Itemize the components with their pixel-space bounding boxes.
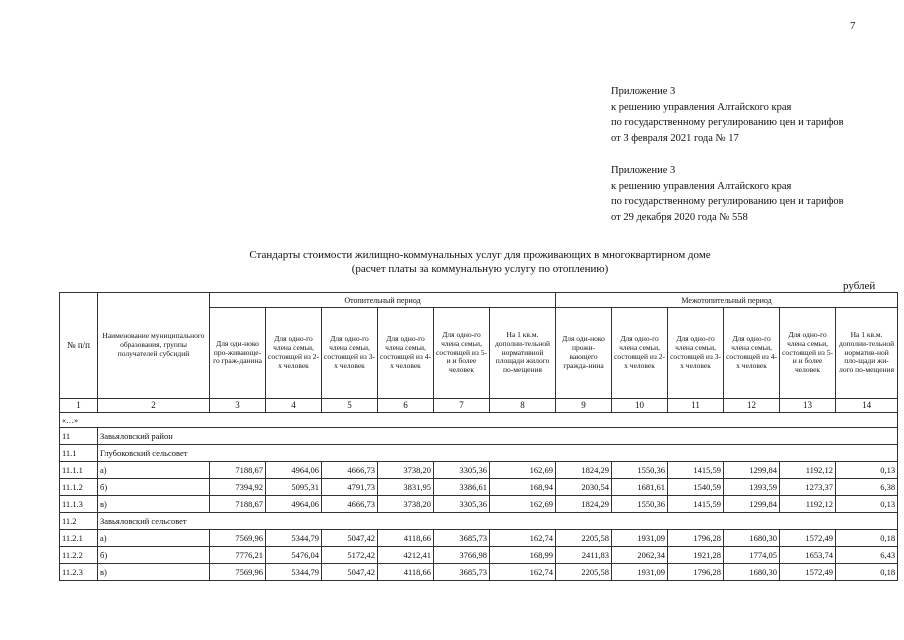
value-cell: 5047,42 [322, 530, 378, 547]
value-cell: 3831,95 [378, 479, 434, 496]
table-body [60, 399, 898, 581]
value-cell: 5095,31 [266, 479, 322, 496]
value-cell: 1796,28 [668, 564, 724, 581]
row-code: 11.2.2 [60, 547, 98, 564]
appendix-block-current [611, 84, 844, 146]
value-cell: 168,99 [490, 547, 556, 564]
row-code: 11.2.3 [60, 564, 98, 581]
section-row [60, 428, 898, 445]
value-cell: 1931,09 [612, 564, 668, 581]
value-cell: 7394,92 [210, 479, 266, 496]
value-cell: 1540,59 [668, 479, 724, 496]
value-cell: 4666,73 [322, 496, 378, 513]
heating-period-header: Отопительный период [210, 293, 556, 308]
table-row [60, 479, 898, 496]
col-name-header: Наименование муниципального образования, группы получателей субсидий [98, 293, 210, 399]
value-cell: 3766,98 [434, 547, 490, 564]
value-cell: 2205,58 [556, 564, 612, 581]
value-cell: 3685,73 [434, 530, 490, 547]
table-row [60, 530, 898, 547]
value-cell: 162,69 [490, 496, 556, 513]
group-label: в) [98, 564, 210, 581]
value-cell: 168,94 [490, 479, 556, 496]
heating-col-header: На 1 кв.м. дополни-тельной нормативной площади жилого по-мещения [490, 308, 556, 399]
value-cell: 0,18 [836, 564, 898, 581]
value-cell: 1824,29 [556, 496, 612, 513]
value-cell: 162,74 [490, 564, 556, 581]
group-label: а) [98, 462, 210, 479]
table-row [60, 547, 898, 564]
value-cell: 5344,79 [266, 564, 322, 581]
interheating-col-header: Для одно-го члена семьи, состоящей из 5-и и более человек [780, 308, 836, 399]
value-cell: 1921,28 [668, 547, 724, 564]
heating-col-header: Для одно-го члена семьи, состоящей из 3-х человек [322, 308, 378, 399]
document-subtitle: (расчет платы за коммунальную услугу по отоплению) [351, 263, 609, 275]
column-index: 10 [612, 399, 668, 413]
value-cell: 7188,67 [210, 462, 266, 479]
section-name: Завьяловский район [98, 428, 898, 445]
section-name: Завьяловский сельсовет [98, 513, 898, 530]
group-label: б) [98, 479, 210, 496]
table-row [60, 564, 898, 581]
table-row [60, 496, 898, 513]
value-cell: 1824,29 [556, 462, 612, 479]
column-index: 2 [98, 399, 210, 413]
heating-col-header: Для оди-ноко про-живающе-го граж-данина [210, 308, 266, 399]
column-index: 11 [668, 399, 724, 413]
appendix-block-previous [611, 163, 844, 225]
value-cell: 3685,73 [434, 564, 490, 581]
column-index: 7 [434, 399, 490, 413]
value-cell: 162,69 [490, 462, 556, 479]
value-cell: 1415,59 [668, 462, 724, 479]
appendix-line: к решению управления Алтайского края [611, 101, 792, 113]
col-number-header: № п/п [60, 293, 98, 399]
value-cell: 4791,73 [322, 479, 378, 496]
value-cell: 1550,36 [612, 496, 668, 513]
value-cell: 162,74 [490, 530, 556, 547]
column-index: 1 [60, 399, 98, 413]
value-cell: 1415,59 [668, 496, 724, 513]
interheating-col-header: Для одно-го члена семьи, состоящей из 2-х человек [612, 308, 668, 399]
interheating-col-header: На 1 кв.м. дополни-тельной норматив-ной пло-щади жи-лого по-мещения [836, 308, 898, 399]
value-cell: 3305,36 [434, 462, 490, 479]
value-cell: 1273,37 [780, 479, 836, 496]
value-cell: 2030,54 [556, 479, 612, 496]
heating-col-header: Для одно-го члена семьи, состоящей из 4-х человек [378, 308, 434, 399]
column-index: 13 [780, 399, 836, 413]
heating-col-header: Для одно-го члена семьи, состоящей из 2-х человек [266, 308, 322, 399]
appendix-line: Приложение 3 [611, 165, 676, 176]
appendix-line: Приложение 3 [611, 86, 676, 97]
value-cell: 1572,49 [780, 530, 836, 547]
value-cell: 7188,67 [210, 496, 266, 513]
appendix-line: к решению управления Алтайского края [611, 180, 792, 192]
row-code: 11.2.1 [60, 530, 98, 547]
section-name: Глубоковский сельсовет [98, 445, 898, 462]
column-index: 12 [724, 399, 780, 413]
section-row [60, 513, 898, 530]
interheating-col-header: Для одно-го члена семьи, состоящей из 4-х человек [724, 308, 780, 399]
column-index: 4 [266, 399, 322, 413]
row-code: 11.1 [60, 445, 98, 462]
row-code: 11 [60, 428, 98, 445]
value-cell: 1931,09 [612, 530, 668, 547]
value-cell: 2062,34 [612, 547, 668, 564]
column-index-row [60, 399, 898, 413]
value-cell: 4118,66 [378, 564, 434, 581]
value-cell: 1680,30 [724, 564, 780, 581]
column-index: 6 [378, 399, 434, 413]
value-cell: 1192,12 [780, 496, 836, 513]
value-cell: 4964,06 [266, 462, 322, 479]
row-code: 11.1.2 [60, 479, 98, 496]
standards-table [59, 292, 898, 581]
document-title: Стандарты стоимости жилищно-коммунальных услуг для проживающих в многоквартирном доме [249, 249, 711, 261]
value-cell: 1681,61 [612, 479, 668, 496]
page-number: 7 [850, 20, 856, 32]
value-cell: 5476,04 [266, 547, 322, 564]
value-cell: 4666,73 [322, 462, 378, 479]
value-cell: 0,13 [836, 462, 898, 479]
value-cell: 5047,42 [322, 564, 378, 581]
column-index: 3 [210, 399, 266, 413]
row-code: 11.1.1 [60, 462, 98, 479]
column-index: 14 [836, 399, 898, 413]
value-cell: 1774,05 [724, 547, 780, 564]
value-cell: 2411,83 [556, 547, 612, 564]
value-cell: 7569,96 [210, 530, 266, 547]
value-cell: 1550,36 [612, 462, 668, 479]
value-cell: 7569,96 [210, 564, 266, 581]
interheating-period-header: Межотопительный период [556, 293, 898, 308]
heating-col-header: Для одно-го члена семьи, состоящей из 5-и и более человек [434, 308, 490, 399]
value-cell: 5172,42 [322, 547, 378, 564]
appendix-line: от 29 декабря 2020 года № 558 [611, 211, 748, 223]
omission-row [60, 413, 898, 428]
value-cell: 4212,41 [378, 547, 434, 564]
value-cell: 1796,28 [668, 530, 724, 547]
appendix-line: от 3 февраля 2021 года № 17 [611, 132, 739, 144]
value-cell: 3738,20 [378, 462, 434, 479]
appendix-line: по государственному регулированию цен и тарифов [611, 117, 844, 128]
value-cell: 1192,12 [780, 462, 836, 479]
value-cell: 7776,21 [210, 547, 266, 564]
group-label: в) [98, 496, 210, 513]
value-cell: 5344,79 [266, 530, 322, 547]
value-cell: 6,38 [836, 479, 898, 496]
value-cell: 1653,74 [780, 547, 836, 564]
row-code: 11.2 [60, 513, 98, 530]
column-index: 8 [490, 399, 556, 413]
value-cell: 3386,61 [434, 479, 490, 496]
value-cell: 4964,06 [266, 496, 322, 513]
value-cell: 3738,20 [378, 496, 434, 513]
group-label: б) [98, 547, 210, 564]
section-row [60, 445, 898, 462]
table-row [60, 462, 898, 479]
value-cell: 0,18 [836, 530, 898, 547]
value-cell: 6,43 [836, 547, 898, 564]
row-code: 11.1.3 [60, 496, 98, 513]
value-cell: 1680,30 [724, 530, 780, 547]
column-index: 9 [556, 399, 612, 413]
appendix-line: по государственному регулированию цен и тарифов [611, 196, 844, 207]
omission-mark: «…» [60, 413, 898, 428]
column-index: 5 [322, 399, 378, 413]
value-cell: 0,13 [836, 496, 898, 513]
interheating-col-header: Для оди-ноко прожи-вающего гражда-нина [556, 308, 612, 399]
value-cell: 4118,66 [378, 530, 434, 547]
value-cell: 2205,58 [556, 530, 612, 547]
value-cell: 1572,49 [780, 564, 836, 581]
value-cell: 3305,36 [434, 496, 490, 513]
interheating-col-header: Для одно-го члена семьи, состоящей из 3-х человек [668, 308, 724, 399]
value-cell: 1299,84 [724, 462, 780, 479]
group-label: а) [98, 530, 210, 547]
value-cell: 1299,84 [724, 496, 780, 513]
value-cell: 1393,59 [724, 479, 780, 496]
currency-unit: рублей [843, 280, 876, 292]
